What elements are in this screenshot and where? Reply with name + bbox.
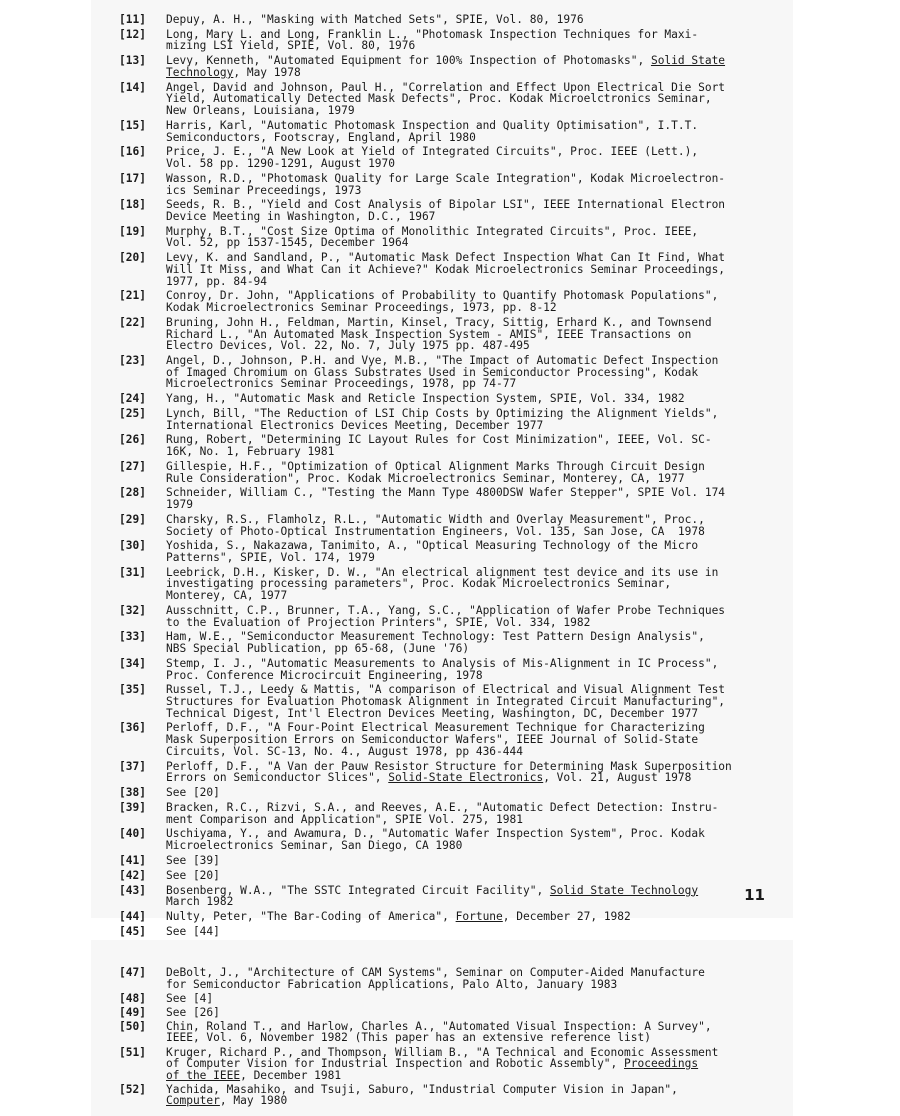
reference-segment: Mask Superposition Errors on Semiconductor Wafers", IEEE Journal of Solid-State — [166, 733, 699, 747]
reference-text — [166, 199, 793, 222]
reference-line — [166, 132, 793, 144]
reference-text — [166, 926, 793, 938]
reference-segment: Bosenberg, W.A., "The SSTC Integrated Circuit Facility", — [166, 883, 550, 897]
underlined-title: Technology — [166, 65, 234, 79]
reference-segment: Microelectronics Seminar Proceedings, 1978, pp 74-77 — [166, 377, 517, 391]
reference-number: [23] — [119, 354, 146, 367]
reference-line — [166, 885, 793, 897]
reference-segment: Kodak Microelectronics Seminar Proceedings, 1973, pp. 8-12 — [166, 301, 557, 315]
reference-line — [166, 840, 793, 852]
reference-line — [166, 67, 793, 79]
reference-text — [166, 393, 793, 405]
reference-line — [166, 237, 793, 249]
reference-line — [166, 1095, 793, 1107]
reference-text — [166, 1047, 793, 1082]
reference-text — [166, 993, 793, 1005]
reference-text — [166, 55, 793, 78]
document-page-12 — [91, 940, 793, 1116]
reference-line — [166, 302, 793, 314]
reference-segment: Perloff, D.F., "A Four-Point Electrical Measurement Technique for Characterizing — [166, 721, 705, 735]
reference-segment: Ham, W.E., "Semiconductor Measurement Technology: Test Pattern Design Analysis", — [166, 630, 705, 644]
reference-text — [166, 885, 793, 908]
reference-segment: Levy, K. and Sandland, P., "Automatic Mask Defect Inspection What Can It Find, What — [166, 251, 726, 265]
reference-text — [166, 631, 793, 654]
reference-line — [166, 896, 793, 908]
reference-entry — [91, 761, 793, 784]
reference-segment: See [20] — [166, 868, 220, 882]
reference-number: [47] — [119, 966, 146, 979]
reference-segment: New Orleans, Louisiana, 1979 — [166, 104, 355, 118]
reference-segment: , Vol. 21, August 1978 — [543, 771, 692, 785]
reference-segment: Chin, Roland T., and Harlow, Charles A., "Automated Visual Inspection: A Survey", — [166, 1019, 712, 1033]
reference-segment: Murphy, B.T., "Cost Size Optima of Monolithic Integrated Circuits", Proc. IEEE, — [166, 224, 699, 238]
reference-line — [166, 14, 793, 26]
reference-line — [166, 473, 793, 485]
reference-text — [166, 1007, 793, 1019]
reference-segment: Proc. Conference Microcircuit Engineering, 1978 — [166, 668, 483, 682]
reference-segment: , December 27, 1982 — [502, 910, 631, 924]
reference-line — [166, 643, 793, 655]
reference-text — [166, 146, 793, 169]
reference-text — [166, 173, 793, 196]
reference-text — [166, 120, 793, 143]
reference-segment: Errors on Semiconductor Slices", — [166, 771, 389, 785]
reference-line — [166, 979, 793, 991]
reference-line — [166, 772, 793, 784]
reference-number: [30] — [119, 539, 146, 553]
reference-segment: Will It Miss, and What Can it Achieve?" Kodak Microelectronics Seminar Proceedings, — [166, 262, 726, 276]
reference-line — [166, 670, 793, 682]
reference-number: [33] — [119, 630, 146, 644]
reference-segment: ment Comparison and Application", SPIE Vol. 275, 1981 — [166, 812, 523, 826]
reference-number: [27] — [119, 459, 146, 473]
reference-entry — [91, 967, 793, 990]
reference-number: [48] — [119, 991, 146, 1005]
reference-line — [166, 446, 793, 458]
reference-line — [166, 814, 793, 826]
reference-text — [166, 567, 793, 602]
reference-segment: Vol. 52, pp 1537-1545, December 1964 — [166, 236, 409, 250]
underlined-title: Solid State Technology — [549, 883, 699, 897]
reference-number: [11] — [119, 13, 146, 26]
reference-segment: Semiconductors, Footscray, England, April 1980 — [166, 130, 476, 144]
reference-line — [166, 340, 793, 352]
reference-text — [166, 1084, 793, 1107]
reference-segment: Seeds, R. B., "Yield and Cost Analysis of Bipolar LSI", IEEE International Electron — [166, 198, 726, 212]
reference-segment: investigating processing parameters", Proc. Kodak Microelectronics Seminar, — [166, 577, 672, 591]
page-number: 11 — [744, 886, 765, 904]
reference-text — [166, 540, 793, 563]
reference-entry — [91, 885, 793, 908]
reference-segment: Russel, T.J., Leedy & Mattis, "A comparison of Electrical and Visual Alignment Test — [166, 683, 726, 697]
reference-number: [26] — [119, 433, 146, 447]
reference-segment: See [39] — [166, 853, 220, 867]
reference-number: [16] — [119, 145, 146, 159]
reference-segment: Harris, Karl, "Automatic Photomask Inspection and Quality Optimisation", I.T.T. — [166, 118, 699, 132]
reference-text — [166, 967, 793, 990]
reference-segment: 1977, pp. 84-94 — [166, 274, 268, 288]
reference-line — [166, 552, 793, 564]
reference-entry — [91, 317, 793, 352]
reference-number: [25] — [119, 406, 146, 420]
reference-line — [166, 1070, 793, 1082]
reference-entry — [91, 631, 793, 654]
reference-line — [166, 393, 793, 405]
reference-number: [28] — [119, 486, 146, 500]
reference-text — [166, 911, 793, 923]
reference-segment: Microelectronics Seminar, San Diego, CA 1980 — [166, 839, 463, 853]
reference-entry — [91, 802, 793, 825]
reference-entry — [91, 1047, 793, 1082]
reference-text — [166, 355, 793, 390]
reference-segment: Wasson, R.D., "Photomask Quality for Large Scale Integration", Kodak Microelectron- — [166, 171, 726, 185]
reference-segment: Angel, David and Johnson, Paul H., "Correlation and Effect Upon Electrical Die Sort — [166, 80, 726, 94]
underlined-title: of the IEEE — [166, 1068, 241, 1082]
reference-number: [50] — [119, 1019, 146, 1033]
reference-line — [166, 499, 793, 511]
reference-segment: March 1982 — [166, 895, 234, 909]
reference-segment: Schneider, William C., "Testing the Mann Type 4800DSW Wafer Stepper", SPIE Vol. 174 — [166, 486, 726, 500]
reference-segment: Electro Devices, Vol. 22, No. 7, July 1975 pp. 487-495 — [166, 339, 530, 353]
reference-entry — [91, 1021, 793, 1044]
reference-line — [166, 105, 793, 117]
reference-number: [51] — [119, 1045, 146, 1059]
reference-entry — [91, 911, 793, 923]
reference-text — [166, 761, 793, 784]
reference-entry — [91, 461, 793, 484]
reference-line — [166, 487, 793, 499]
reference-line — [166, 617, 793, 629]
reference-number: [38] — [119, 786, 146, 800]
reference-text — [166, 461, 793, 484]
reference-text — [166, 434, 793, 457]
reference-line — [166, 911, 793, 923]
reference-segment: 16K, No. 1, February 1981 — [166, 445, 335, 459]
reference-list — [91, 967, 793, 1110]
reference-segment: Yoshida, S., Nakazawa, Tanimito, A., "Optical Measuring Technology of the Micro — [166, 539, 699, 553]
reference-entry — [91, 199, 793, 222]
reference-entry — [91, 226, 793, 249]
reference-segment: for Semiconductor Fabrication Applications, Palo Alto, January 1983 — [166, 977, 618, 991]
reference-line — [166, 378, 793, 390]
reference-segment: Uschiyama, Y., and Awamura, D., "Automatic Wafer Inspection System", Proc. Kodak — [166, 827, 705, 841]
underlined-title: Proceedings — [624, 1057, 699, 1071]
reference-number: [12] — [119, 27, 146, 41]
reference-text — [166, 226, 793, 249]
reference-text — [166, 1021, 793, 1044]
reference-text — [166, 408, 793, 431]
reference-segment: Structures for Evaluation Photomask Alignment in Integrated Circuit Manufacturing", — [166, 695, 726, 708]
reference-line — [166, 855, 793, 867]
reference-entry — [91, 870, 793, 882]
reference-number: [18] — [119, 198, 146, 212]
reference-segment: Stemp, I. J., "Automatic Measurements to Analysis of Mis-Alignment in IC Process", — [166, 656, 719, 670]
reference-segment: Angel, D., Johnson, P.H. and Vye, M.B., "The Impact of Automatic Defect Inspection — [166, 354, 719, 367]
reference-segment: Conroy, Dr. John, "Applications of Probability to Quantify Photomask Populations", — [166, 289, 719, 303]
reference-entry — [91, 684, 793, 719]
reference-line — [166, 870, 793, 882]
reference-segment: Vol. 58 pp. 1290-1291, August 1970 — [166, 157, 396, 171]
reference-text — [166, 252, 793, 287]
reference-entry — [91, 993, 793, 1005]
underlined-title: Solid-State Electronics — [388, 771, 544, 785]
reference-entry — [91, 722, 793, 757]
reference-number: [13] — [119, 54, 146, 68]
reference-entry — [91, 567, 793, 602]
reference-number: [31] — [119, 565, 146, 579]
reference-entry — [91, 514, 793, 537]
reference-number: [22] — [119, 315, 146, 329]
reference-segment: Society of Photo-Optical Instrumentation Engineers, Vol. 135, San Jose, CA 1978 — [166, 524, 705, 538]
reference-line — [166, 787, 793, 799]
reference-entry — [91, 55, 793, 78]
reference-segment: NBS Special Publication, pp 65-68, (June '76) — [166, 642, 470, 656]
reference-entry — [91, 408, 793, 431]
reference-number: [37] — [119, 759, 146, 773]
reference-entry — [91, 605, 793, 628]
reference-line — [166, 158, 793, 170]
reference-entry — [91, 787, 793, 799]
reference-entry — [91, 14, 793, 26]
reference-text — [166, 870, 793, 882]
reference-segment: Leebrick, D.H., Kisker, D. W., "An electrical alignment test device and its use in — [166, 565, 719, 579]
reference-segment: Ausschnitt, C.P., Brunner, T.A., Yang, S.C., "Application of Wafer Probe Techniques — [166, 603, 726, 617]
reference-line — [166, 1007, 793, 1019]
document-page-11 — [91, 0, 793, 939]
reference-segment: Yang, H., "Automatic Mask and Reticle Inspection System, SPIE, Vol. 334, 1982 — [166, 392, 685, 406]
reference-segment: Rule Consideration", Proc. Kodak Microelectronics Seminar, Monterey, CA, 1977 — [166, 471, 685, 485]
reference-line — [166, 526, 793, 538]
reference-line — [166, 746, 793, 758]
reference-line — [166, 420, 793, 432]
reference-segment: Richard L., "An Automated Mask Inspection System - AMIS", IEEE Transactions on — [166, 327, 692, 341]
reference-segment: IEEE, Vol. 6, November 1982 (This paper has an extensive reference list) — [166, 1031, 651, 1045]
reference-segment: Device Meeting in Washington, D.C., 1967 — [166, 209, 436, 223]
reference-text — [166, 487, 793, 510]
reference-number: [24] — [119, 392, 146, 406]
reference-text — [166, 14, 793, 26]
reference-number: [42] — [119, 868, 146, 882]
reference-segment: Circuits, Vol. SC-13, No. 4., August 1978, pp 436-444 — [166, 744, 523, 758]
reference-line — [166, 40, 793, 52]
reference-entry — [91, 434, 793, 457]
reference-segment: , May 1978 — [233, 65, 301, 79]
reference-entry — [91, 29, 793, 52]
reference-number: [34] — [119, 656, 146, 670]
underlined-title: Fortune — [455, 910, 503, 924]
reference-entry — [91, 82, 793, 117]
reference-text — [166, 29, 793, 52]
reference-entry — [91, 1007, 793, 1019]
reference-segment: ics Seminar Preceedings, 1973 — [166, 183, 362, 197]
reference-number: [20] — [119, 251, 146, 265]
reference-segment: See [20] — [166, 786, 220, 800]
reference-segment: mizing LSI Yield, SPIE, Vol. 80, 1976 — [166, 39, 416, 53]
reference-number: [32] — [119, 603, 146, 617]
reference-segment: Technical Digest, Int'l Electron Devices Meeting, Washington, DC, December 1977 — [166, 706, 699, 720]
reference-segment: Gillespie, H.F., "Optimization of Optical Alignment Marks Through Circuit Design — [166, 459, 705, 473]
reference-text — [166, 514, 793, 537]
reference-segment: of Computer Vision for Industrial Inspection and Robotic Assembly", — [166, 1057, 625, 1071]
reference-number: [44] — [119, 910, 146, 924]
reference-segment: Lynch, Bill, "The Reduction of LSI Chip Costs by Optimizing the Alignment Yields", — [166, 406, 719, 420]
reference-number: [41] — [119, 853, 146, 867]
reference-number: [49] — [119, 1005, 146, 1019]
reference-segment: Patterns", SPIE, Vol. 174, 1979 — [166, 550, 375, 564]
reference-text — [166, 290, 793, 313]
reference-number: [17] — [119, 171, 146, 185]
reference-segment: See [4] — [166, 991, 214, 1005]
reference-segment: Kruger, Richard P., and Thompson, William B., "A Technical and Economic Assessment — [166, 1045, 719, 1059]
reference-text — [166, 658, 793, 681]
reference-number: [43] — [119, 883, 146, 897]
reference-segment: , December 1981 — [240, 1068, 342, 1082]
reference-segment: Perloff, D.F., "A Van der Pauw Resistor Structure for Determining Mask Superposition — [166, 759, 732, 773]
underlined-title: Solid State — [650, 54, 726, 68]
underlined-title: Computer — [166, 1094, 220, 1108]
reference-entry — [91, 290, 793, 313]
reference-line — [166, 708, 793, 720]
reference-text — [166, 722, 793, 757]
reference-number: [36] — [119, 721, 146, 735]
reference-segment: Charsky, R.S., Flamholz, R.L., "Automatic Width and Overlay Measurement", Proc., — [166, 512, 705, 526]
reference-number: [19] — [119, 224, 146, 238]
reference-entry — [91, 120, 793, 143]
reference-text — [166, 605, 793, 628]
reference-number: [45] — [119, 925, 146, 939]
reference-entry — [91, 487, 793, 510]
reference-line — [166, 993, 793, 1005]
reference-segment: DeBolt, J., "Architecture of CAM Systems", Seminar on Computer-Aided Manufacture — [166, 966, 705, 979]
reference-text — [166, 317, 793, 352]
reference-segment: Price, J. E., "A New Look at Yield of Integrated Circuits", Proc. IEEE (Lett.), — [166, 145, 699, 159]
reference-segment: Nulty, Peter, "The Bar-Coding of America", — [166, 910, 456, 924]
reference-line — [166, 211, 793, 223]
reference-segment: See [44] — [166, 925, 220, 939]
reference-text — [166, 828, 793, 851]
reference-entry — [91, 828, 793, 851]
reference-text — [166, 684, 793, 719]
reference-entry — [91, 355, 793, 390]
reference-text — [166, 855, 793, 867]
reference-segment: Rung, Robert, "Determining IC Layout Rules for Cost Minimization", IEEE, Vol. SC- — [166, 433, 712, 447]
reference-entry — [91, 1084, 793, 1107]
reference-segment: Bruning, John H., Feldman, Martin, Kinsel, Tracy, Sittig, Erhard K., and Townsend — [166, 315, 712, 329]
reference-segment: Monterey, CA, 1977 — [166, 589, 288, 603]
reference-number: [14] — [119, 80, 146, 94]
reference-number: [40] — [119, 827, 146, 841]
reference-text — [166, 787, 793, 799]
reference-segment: , May 1980 — [219, 1094, 288, 1108]
reference-segment: Depuy, A. H., "Masking with Matched Sets", SPIE, Vol. 80, 1976 — [166, 13, 584, 26]
reference-line — [166, 926, 793, 938]
reference-segment: to the Evaluation of Projection Printers", SPIE, Vol. 334, 1982 — [166, 615, 591, 629]
reference-segment: of Imaged Chromium on Glass Substrates Used in Semiconductor Processing", Kodak — [166, 365, 699, 379]
reference-number: [15] — [119, 118, 146, 132]
reference-line — [166, 276, 793, 288]
reference-text — [166, 82, 793, 117]
reference-segment: Levy, Kenneth, "Automated Equipment for 100% Inspection of Photomasks", — [166, 54, 651, 68]
reference-segment: Yield, Automatically Detected Mask Defects", Proc. Kodak Microelctronics Seminar, — [166, 92, 712, 106]
reference-entry — [91, 855, 793, 867]
reference-segment: Long, Mary L. and Long, Franklin L., "Photomask Inspection Techniques for Maxi- — [166, 27, 699, 41]
reference-entry — [91, 926, 793, 938]
reference-number: [29] — [119, 512, 146, 526]
reference-segment: Yachida, Masahiko, and Tsuji, Saburo, "Industrial Computer Vision in Japan", — [166, 1082, 678, 1096]
reference-segment: Bracken, R.C., Rizvi, S.A., and Reeves, A.E., "Automatic Defect Detection: Instru- — [166, 800, 719, 814]
reference-list — [91, 14, 793, 967]
reference-number: [21] — [119, 289, 146, 303]
reference-entry — [91, 540, 793, 563]
reference-segment: International Electronics Devices Meeting, December 1977 — [166, 418, 544, 432]
reference-line — [166, 590, 793, 602]
reference-entry — [91, 173, 793, 196]
reference-text — [166, 802, 793, 825]
reference-entry — [91, 146, 793, 169]
reference-segment: 1979 — [166, 498, 193, 512]
reference-segment: See [26] — [166, 1005, 220, 1019]
reference-line — [166, 1032, 793, 1044]
reference-number: [35] — [119, 683, 146, 697]
reference-line — [166, 185, 793, 197]
reference-entry — [91, 393, 793, 405]
reference-entry — [91, 252, 793, 287]
reference-entry — [91, 658, 793, 681]
reference-number: [39] — [119, 800, 146, 814]
reference-number: [52] — [119, 1082, 146, 1096]
